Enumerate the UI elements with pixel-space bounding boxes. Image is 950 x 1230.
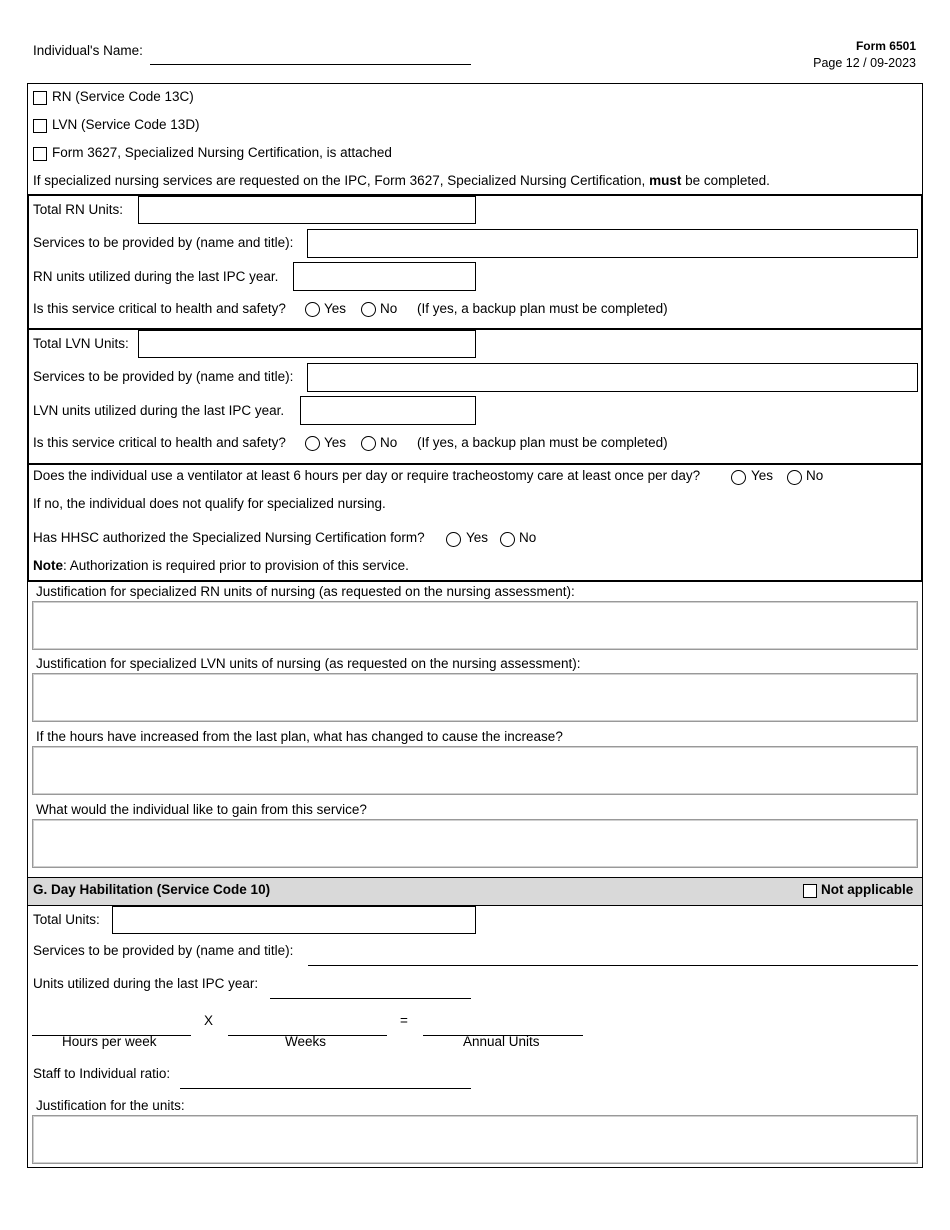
authorization-note bbox=[33, 558, 409, 574]
units-justification-label: Justification for the units: bbox=[36, 1098, 185, 1113]
rn-justification-label: Justification for specialized RN units of nursing (as requested on the nursing assessment): bbox=[36, 584, 575, 599]
rn-critical-label: Is this service critical to health and safety? bbox=[33, 301, 286, 316]
form3627-option-label: Form 3627, Specialized Nursing Certification, is attached bbox=[52, 145, 392, 160]
not-qualify-text: If no, the individual does not qualify for specialized nursing. bbox=[33, 496, 386, 511]
notice-text-2: be completed. bbox=[681, 173, 770, 188]
rn-utilized-label: RN units utilized during the last IPC year. bbox=[33, 269, 279, 284]
rn-checkbox[interactable] bbox=[33, 91, 47, 105]
lvn-checkbox[interactable] bbox=[33, 119, 47, 133]
units-justification-textarea[interactable] bbox=[32, 1115, 918, 1164]
lvn-justification-textarea[interactable] bbox=[32, 673, 918, 722]
staff-ratio-label: Staff to Individual ratio: bbox=[33, 1066, 171, 1081]
total-rn-units-input[interactable] bbox=[138, 196, 476, 224]
page-info: Page 12 / 09-2023 bbox=[813, 56, 916, 70]
times-sign: X bbox=[204, 1013, 214, 1028]
rn-critical-no-radio[interactable] bbox=[361, 302, 376, 317]
not-applicable-checkbox[interactable] bbox=[803, 884, 817, 898]
lvn-justification-label: Justification for specialized LVN units of nursing (as requested on the nursing assessment): bbox=[36, 656, 581, 671]
lvn-provider-input[interactable] bbox=[307, 363, 918, 392]
nursing-notice bbox=[33, 173, 770, 189]
hhsc-yes-radio[interactable] bbox=[446, 532, 461, 547]
day-hab-provider-field[interactable] bbox=[308, 965, 918, 966]
lvn-critical-no-radio[interactable] bbox=[361, 436, 376, 451]
notice-bold: must bbox=[649, 173, 682, 188]
note-text: : Authorization is required prior to provision of this service. bbox=[63, 558, 409, 573]
increase-justification-label: If the hours have increased from the last plan, what has changed to cause the increase? bbox=[36, 729, 563, 744]
staff-ratio-field[interactable] bbox=[180, 1088, 471, 1089]
hhsc-yes-label: Yes bbox=[466, 530, 489, 545]
ventilator-no-label: No bbox=[806, 468, 824, 483]
hhsc-no-radio[interactable] bbox=[500, 532, 515, 547]
rn-option-label: RN (Service Code 13C) bbox=[52, 89, 194, 104]
lvn-critical-label: Is this service critical to health and safety? bbox=[33, 435, 286, 450]
form-number: Form 6501 bbox=[855, 39, 916, 53]
gain-label: What would the individual like to gain from this service? bbox=[36, 802, 367, 817]
not-applicable-label: Not applicable bbox=[821, 882, 914, 897]
day-hab-utilized-label: Units utilized during the last IPC year: bbox=[33, 976, 259, 991]
ventilator-no-radio[interactable] bbox=[787, 470, 802, 485]
day-hab-utilized-field[interactable] bbox=[270, 998, 471, 999]
rn-critical-yes-label: Yes bbox=[324, 301, 347, 316]
lvn-utilized-input[interactable] bbox=[300, 396, 476, 425]
individual-name-field[interactable] bbox=[150, 64, 471, 65]
rn-provider-label: Services to be provided by (name and title): bbox=[33, 235, 294, 250]
rn-critical-no-label: No bbox=[380, 301, 398, 316]
rn-utilized-input[interactable] bbox=[293, 262, 476, 291]
total-lvn-units-input[interactable] bbox=[138, 330, 476, 358]
lvn-backup-note: (If yes, a backup plan must be completed) bbox=[417, 435, 668, 450]
form3627-checkbox[interactable] bbox=[33, 147, 47, 161]
ventilator-yes-label: Yes bbox=[751, 468, 774, 483]
day-hab-total-input[interactable] bbox=[112, 906, 476, 934]
rn-backup-note: (If yes, a backup plan must be completed) bbox=[417, 301, 668, 316]
rn-provider-input[interactable] bbox=[307, 229, 918, 258]
annual-units-label: Annual Units bbox=[463, 1034, 540, 1049]
notice-text-1: If specialized nursing services are requested on the IPC, Form 3627, Specialized Nursing Certification, bbox=[33, 173, 650, 188]
lvn-provider-label: Services to be provided by (name and title): bbox=[33, 369, 294, 384]
total-lvn-units-label: Total LVN Units: bbox=[33, 336, 129, 351]
hhsc-no-label: No bbox=[519, 530, 537, 545]
lvn-critical-yes-radio[interactable] bbox=[305, 436, 320, 451]
lvn-utilized-label: LVN units utilized during the last IPC year. bbox=[33, 403, 285, 418]
hhsc-question: Has HHSC authorized the Specialized Nursing Certification form? bbox=[33, 530, 425, 545]
rn-justification-textarea[interactable] bbox=[32, 601, 918, 650]
ventilator-question: Does the individual use a ventilator at least 6 hours per day or require tracheostomy care at least once per day? bbox=[33, 468, 701, 483]
individual-name-label: Individual's Name: bbox=[33, 43, 143, 58]
increase-justification-textarea[interactable] bbox=[32, 746, 918, 795]
equals-sign: = bbox=[400, 1013, 408, 1028]
lvn-critical-yes-label: Yes bbox=[324, 435, 347, 450]
hours-per-week-label: Hours per week bbox=[62, 1034, 157, 1049]
total-rn-units-label: Total RN Units: bbox=[33, 202, 124, 217]
rn-critical-yes-radio[interactable] bbox=[305, 302, 320, 317]
day-hab-title: G. Day Habilitation (Service Code 10) bbox=[33, 882, 271, 897]
day-hab-provider-label: Services to be provided by (name and title): bbox=[33, 943, 294, 958]
gain-textarea[interactable] bbox=[32, 819, 918, 868]
lvn-critical-no-label: No bbox=[380, 435, 398, 450]
weeks-label: Weeks bbox=[285, 1034, 327, 1049]
ventilator-yes-radio[interactable] bbox=[731, 470, 746, 485]
lvn-option-label: LVN (Service Code 13D) bbox=[52, 117, 200, 132]
day-hab-total-label: Total Units: bbox=[33, 912, 100, 927]
note-label: Note bbox=[33, 558, 63, 573]
